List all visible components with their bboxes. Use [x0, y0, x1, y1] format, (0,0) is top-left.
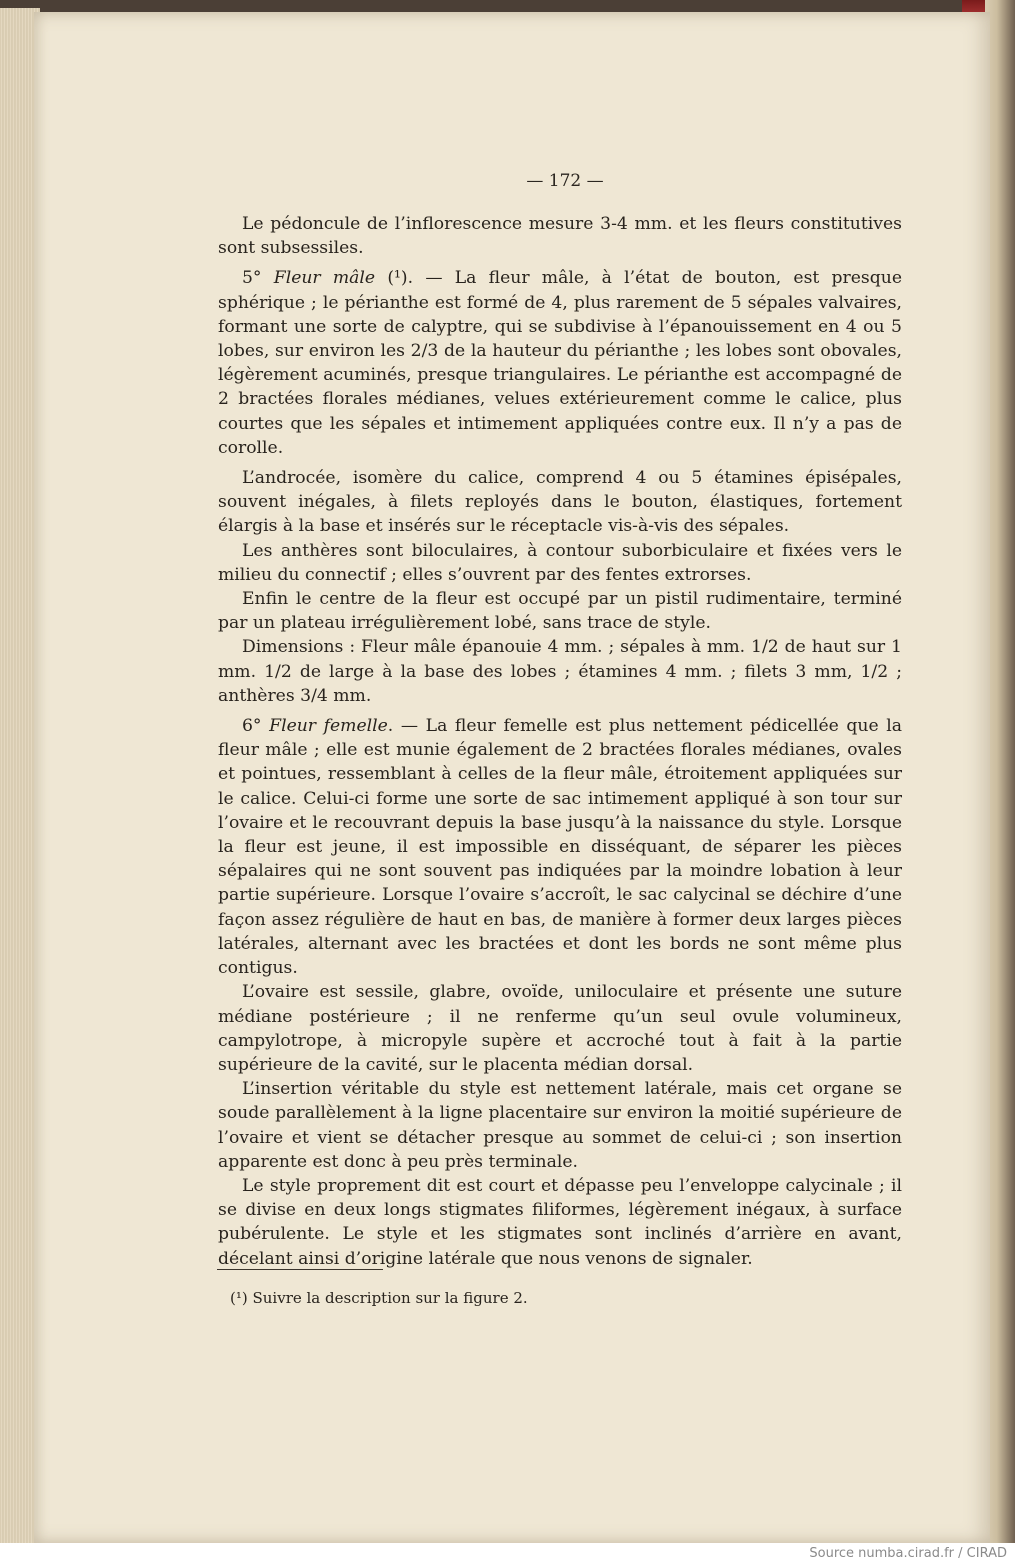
paragraph-style-insertion: L’insertion véritable du style est nettement latérale, mais cet organe se soude parallèlement à la ligne placentaire sur environ la moitié supérieure de l’ovaire et vient se détacher presque au sommet de celui-ci ; son insertion apparente est donc à peu près terminale. [218, 1079, 902, 1172]
paragraph-male-flower [218, 266, 902, 460]
section-title-male-flower: Fleur mâle [273, 268, 376, 289]
source-credit: Source numba.cirad.fr / CIRAD [809, 1546, 1007, 1561]
section-number: 5° [242, 268, 274, 289]
body-text [218, 212, 902, 1271]
paragraph-style: Le style proprement dit est court et dépasse peu l’enveloppe calycinale ; il se divise en deux longs stigmates filiformes, légèrement inégaux, à surface pubérulente. Le style et les stigmates sont inclinés d’arrière en avant, décelant ainsi d’origine latérale que nous venons de signaler. [218, 1175, 902, 1269]
paragraph-androecium: L’androcée, isomère du calice, comprend 4 ou 5 étamines épisépales, souvent inégales, à filets reployés dans le bouton, élastiques, fortement élargis à la base et insérés sur le réceptacle vis-à-vis des sépales. [218, 468, 902, 537]
paragraph-dimensions: Dimensions : Fleur mâle épanouie 4 mm. ; sépales à mm. 1/2 de haut sur 1 mm. 1/2 de large à la base des lobes ; étamines 4 mm. ; filets 3 mm, 1/2 ; anthères 3/4 mm. [218, 637, 902, 706]
footnote: (¹) Suivre la description sur la figure 2. [230, 1289, 528, 1307]
footnote-rule [217, 1269, 383, 1270]
paragraph-ovary: L’ovaire est sessile, glabre, ovoïde, uniloculaire et présente une suture médiane postérieure ; il ne renferme qu’un seul ovule volumineux, campylotrope, à micropyle supère et accroché tout à fait à la partie supérieure de la cavité, sur le placenta médian dorsal. [218, 982, 902, 1075]
paragraph-anthers: Les anthères sont biloculaires, à contour suborbiculaire et fixées vers le milieu du connectif ; elles s’ouvrent par des fentes extrorses. [218, 540, 902, 585]
page-number: — 172 — [526, 171, 604, 191]
section-number: 6° [242, 716, 270, 737]
paragraph-female-flower-text: . — La fleur femelle est plus nettement pédicellée que la fleur mâle ; elle est munie également de 2 bractées florales médianes, ovales et pointues, ressemblant à celles de la fleur mâle, étroitement appliquées sur le calice. Celui-ci forme une sorte de sac intimement appliqué à son tour sur l’ovaire et le recouvrant depuis la base jusqu’à la naissance du style. Lorsque la fleur est jeune, il est impossible en disséquant, de séparer les pièces sépalaires qui ne sont souvent pas indiquées par la moindre lobation à leur partie supérieure. Lorsque l’ovaire s’accroît, le sac calycinal se déchire d’une façon assez régulière de haut en bas, de manière à former deux larges pièces latérales, alternant avec les bractées et dont les bords ne sont même plus contigus. [218, 716, 902, 979]
paragraph-female-flower [218, 714, 902, 980]
paragraph-pistil: Enfin le centre de la fleur est occupé par un pistil rudimentaire, terminé par un plateau irrégulièrement lobé, sans trace de style. [218, 589, 902, 634]
section-title-female-flower: Fleur femelle [269, 716, 388, 737]
paragraph-peduncle: Le pédoncule de l’inflorescence mesure 3-4 mm. et les fleurs constitutives sont subsessiles. [218, 214, 902, 259]
paragraph-male-flower-text: (¹). — La fleur mâle, à l’état de bouton, est presque sphérique ; le périanthe est formé de 4, plus rarement de 5 sépales valvaires, formant une sorte de calyptre, qui se subdivise à l’épanouissement en 4 ou 5 lobes, sur environ les 2/3 de la hauteur du périanthe ; les lobes sont obovales, légèrement acuminés, presque triangulaires. Le périanthe est accompagné de 2 bractées florales médianes, velues extérieurement comme le calice, plus courtes que les sépales et intimement appliquées contre eux. Il n’y a pas de corolle. [218, 268, 902, 458]
